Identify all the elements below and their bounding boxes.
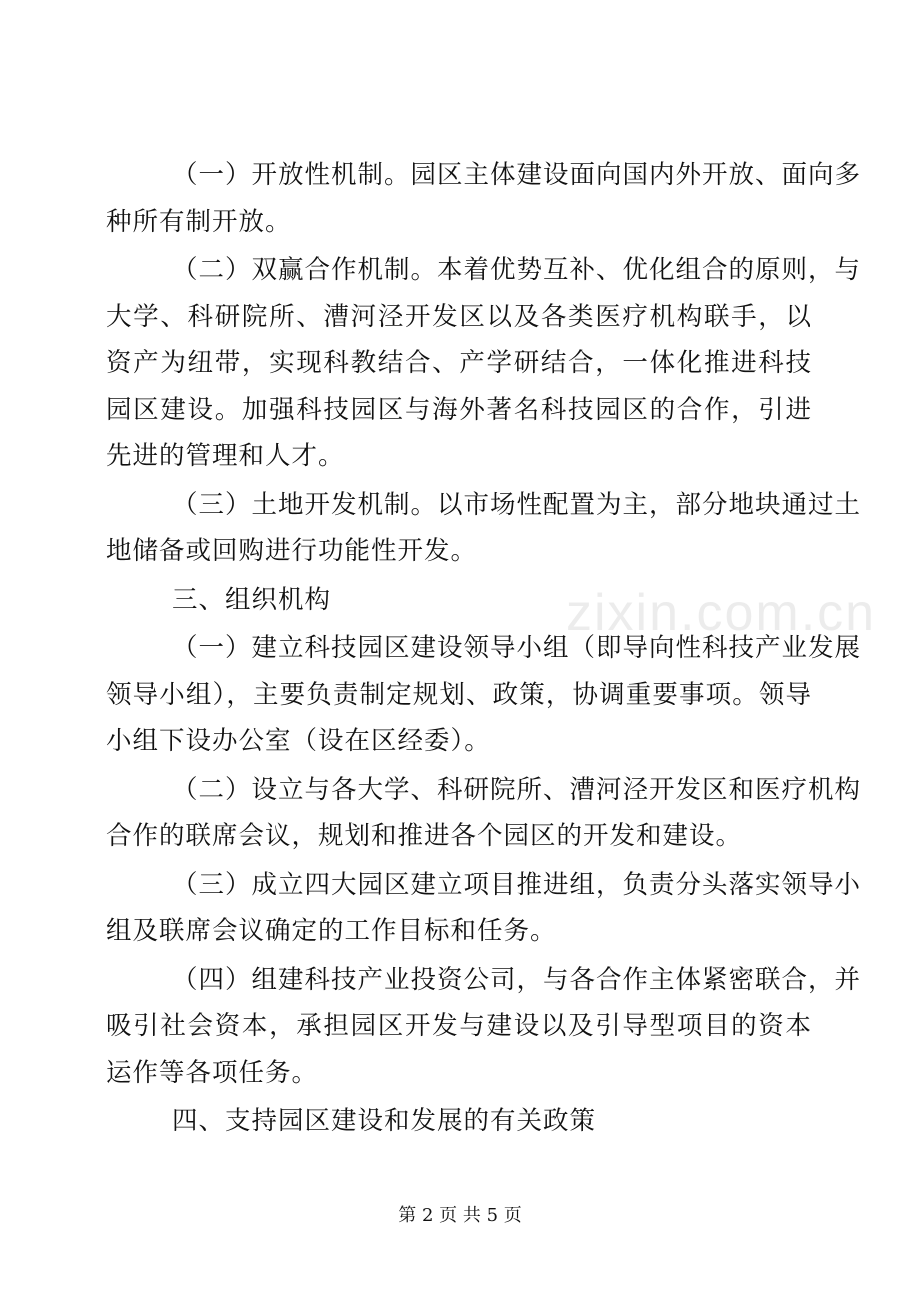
section-heading-policies: 四、支持园区建设和发展的有关政策: [172, 1106, 597, 1136]
paragraph-win-win-mechanism: [106, 247, 862, 480]
paragraph-first-line: （四）组建科技产业投资公司，与各合作主体紧密联合，并: [172, 964, 862, 995]
site-watermark: zixin.com.cn: [566, 584, 877, 642]
paragraph-leading-group: [106, 625, 862, 765]
paragraph-continuation: 大学、科研院所、漕河泾开发区以及各类医疗机构联手，以资产为纽带，实现科教结合、产学研结合，一体化推进科技园区建设。加强科技园区与海外著名科技园区的合作，引进先进的管理和人才。: [106, 301, 812, 471]
paragraph-first-line: （二）双赢合作机制。本着优势互补、优化组合的原则，与: [172, 255, 862, 285]
document-body: [106, 152, 862, 1147]
paragraph-continuation: 种所有制开放。: [106, 206, 292, 237]
paragraph-open-mechanism: [106, 152, 862, 245]
paragraph-land-mechanism: [106, 482, 862, 575]
paragraph-continuation: 合作的联席会议，规划和推进各个园区的开发和建设。: [106, 821, 743, 851]
paragraph-continuation: 领导小组），主要负责制定规划、政策，协调重要事项。领导小组下设办公室（设在区经委）。: [106, 679, 812, 756]
paragraph-joint-meeting: [106, 767, 862, 860]
paragraph-first-line: （三）成立四大园区建立项目推进组，负责分头落实领导小: [172, 869, 862, 900]
page-number-footer: 第 2 页 共 5 页: [398, 1205, 522, 1226]
paragraph-first-line: （三）土地开发机制。以市场性配置为主，部分地块通过土: [172, 489, 862, 520]
paragraph-investment-company: [106, 957, 862, 1097]
paragraph-first-line: （二）设立与各大学、科研院所、漕河泾开发区和医疗机构: [172, 774, 862, 805]
paragraph-first-line: （一）开放性机制。园区主体建设面向国内外开放、面向多: [172, 160, 862, 190]
paragraph-continuation: 吸引社会资本，承担园区开发与建设以及引导型项目的资本运作等各项任务。: [106, 1011, 812, 1088]
paragraph-continuation: 地储备或回购进行功能性开发。: [106, 536, 478, 566]
paragraph-first-line: （一）建立科技园区建设领导小组（即导向性科技产业发展: [172, 633, 862, 663]
paragraph-continuation: 组及联席会议确定的工作目标和任务。: [106, 916, 557, 946]
paragraph-project-groups: [106, 862, 862, 955]
section-heading-organization: 三、组织机构: [172, 584, 332, 615]
